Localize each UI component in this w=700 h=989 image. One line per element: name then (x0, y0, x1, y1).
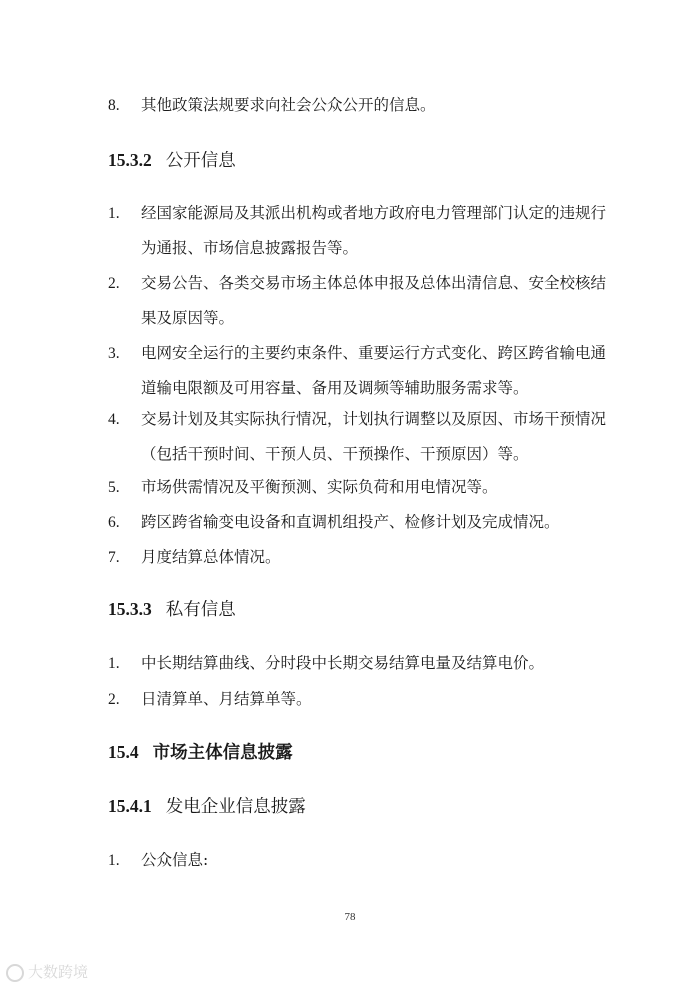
list-item-text: 月度结算总体情况。 (141, 548, 281, 566)
list-item-text: 跨区跨省输变电设备和直调机组投产、检修计划及完成情况。 (141, 513, 560, 531)
section-heading-15-4-1 (108, 792, 306, 821)
section-heading-15-3-2 (108, 146, 236, 175)
list-item-number: 2. (108, 275, 120, 292)
section-heading-15-3-3 (108, 595, 236, 624)
section-title: 市场主体信息披露 (152, 743, 293, 763)
watermark-logo-icon (6, 964, 24, 982)
section-number: 15.3.2 (108, 150, 152, 170)
list-item-text: 公众信息: (141, 851, 209, 869)
section-title: 公开信息 (165, 151, 236, 171)
section-title: 私有信息 (165, 600, 236, 620)
list-item-number: 8. (108, 97, 120, 114)
list-item-number: 7. (108, 549, 120, 566)
list-item-number: 6. (108, 514, 120, 531)
list-item-text: 日清算单、月结算单等。 (141, 690, 312, 708)
list-item-number: 1. (108, 655, 120, 672)
watermark (6, 961, 88, 982)
list-item-text: 交易计划及其实际执行情况，计划执行调整以及原因、市场干预情况（包括干预时间、干预人员、干预操作、干预原因）等。 (141, 410, 607, 463)
list-item-text: 电网安全运行的主要约束条件、重要运行方式变化、跨区跨省输电通道输电限额及可用容量、备用及调频等辅助服务需求等。 (141, 344, 607, 397)
list-item-number: 5. (108, 479, 120, 496)
list-item-number: 2. (108, 691, 120, 708)
list-item-text: 其他政策法规要求向社会公众公开的信息。 (141, 96, 436, 114)
list-item-text: 交易公告、各类交易市场主体总体申报及总体出清信息、安全校核结果及原因等。 (141, 274, 607, 327)
list-item-number: 1. (108, 852, 120, 869)
section-heading-15-4 (108, 738, 293, 767)
section-number: 15.3.3 (108, 599, 152, 619)
list-item-text: 市场供需情况及平衡预测、实际负荷和用电情况等。 (141, 478, 498, 496)
list-item-text: 经国家能源局及其派出机构或者地方政府电力管理部门认定的违规行为通报、市场信息披露报告等。 (141, 204, 607, 257)
section-title: 发电企业信息披露 (165, 797, 306, 817)
section-number: 15.4.1 (108, 796, 152, 816)
list-item-number: 3. (108, 345, 120, 362)
watermark-text: 大数跨境 (28, 963, 89, 981)
list-item-number: 4. (108, 411, 120, 428)
page-number: 78 (344, 911, 356, 923)
list-item-number: 1. (108, 205, 120, 222)
list-item-text: 中长期结算曲线、分时段中长期交易结算电量及结算电价。 (141, 654, 545, 672)
section-number: 15.4 (108, 742, 139, 762)
